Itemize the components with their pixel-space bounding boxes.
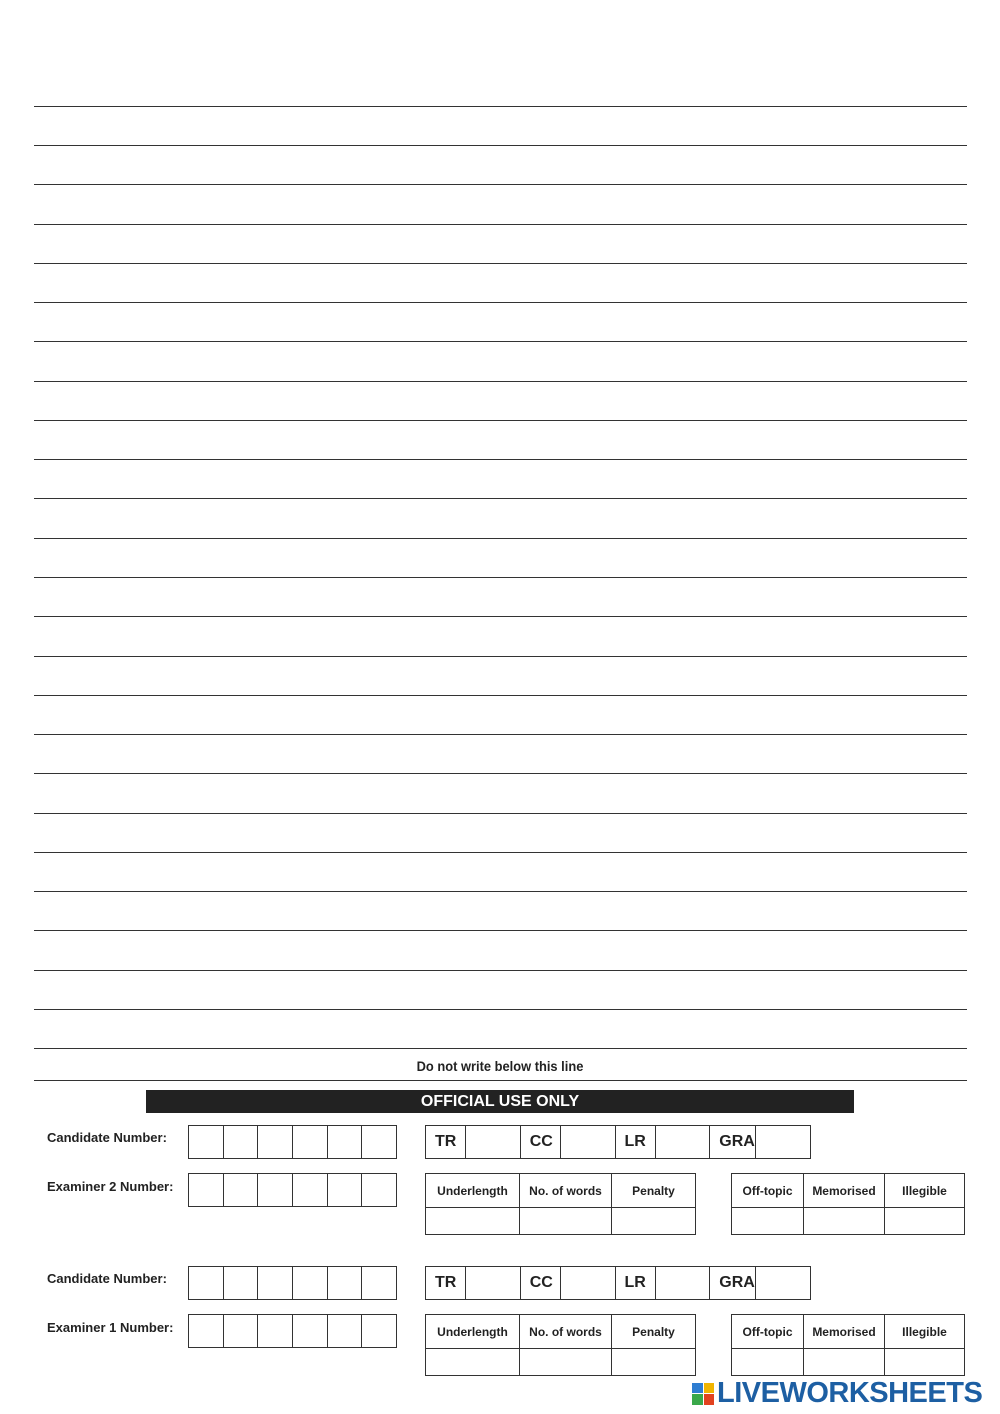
writing-line[interactable] bbox=[34, 1048, 967, 1049]
liveworksheets-logo bbox=[692, 1377, 982, 1410]
digit-box[interactable] bbox=[258, 1126, 293, 1158]
illegible-field[interactable] bbox=[885, 1208, 964, 1234]
digit-box[interactable] bbox=[293, 1174, 328, 1206]
writing-line[interactable] bbox=[34, 773, 967, 774]
score-box[interactable] bbox=[756, 1267, 810, 1299]
writing-line[interactable] bbox=[34, 498, 967, 499]
digit-box[interactable] bbox=[293, 1267, 328, 1299]
writing-line[interactable] bbox=[34, 734, 967, 735]
writing-line[interactable] bbox=[34, 891, 967, 892]
memorised-header: Memorised bbox=[804, 1174, 885, 1208]
word-count-field[interactable] bbox=[520, 1349, 612, 1375]
do-not-write-notice: Do not write below this line bbox=[416, 1058, 584, 1074]
flags-table bbox=[731, 1314, 965, 1376]
cutoff-line bbox=[34, 1080, 967, 1081]
off-topic-header: Off-topic bbox=[732, 1315, 804, 1349]
word-count-field[interactable] bbox=[520, 1208, 612, 1234]
illegible-field[interactable] bbox=[885, 1349, 964, 1375]
writing-line[interactable] bbox=[34, 695, 967, 696]
score-boxes bbox=[425, 1266, 811, 1300]
digit-box[interactable] bbox=[328, 1174, 363, 1206]
digit-box[interactable] bbox=[362, 1126, 396, 1158]
writing-line[interactable] bbox=[34, 184, 967, 185]
illegible-header: Illegible bbox=[885, 1174, 964, 1208]
penalty-header: Penalty bbox=[612, 1174, 695, 1208]
underlength-field[interactable] bbox=[426, 1349, 520, 1375]
score-code: LR bbox=[616, 1267, 656, 1299]
writing-line[interactable] bbox=[34, 420, 967, 421]
memorised-field[interactable] bbox=[804, 1349, 885, 1375]
liveworksheets-wordmark: LIVEWORKSHEETS bbox=[717, 1377, 983, 1409]
score-box[interactable] bbox=[756, 1126, 810, 1158]
penalty-table bbox=[425, 1314, 696, 1376]
penalty-field[interactable] bbox=[612, 1349, 695, 1375]
memorised-field[interactable] bbox=[804, 1208, 885, 1234]
writing-line[interactable] bbox=[34, 459, 967, 460]
word-count-header: No. of words bbox=[520, 1315, 612, 1349]
examiner-number-boxes bbox=[188, 1173, 397, 1207]
digit-box[interactable] bbox=[328, 1126, 363, 1158]
writing-line[interactable] bbox=[34, 1009, 967, 1010]
examiner-number-boxes bbox=[188, 1314, 397, 1348]
writing-line[interactable] bbox=[34, 813, 967, 814]
underlength-field[interactable] bbox=[426, 1208, 520, 1234]
off-topic-field[interactable] bbox=[732, 1208, 804, 1234]
digit-box[interactable] bbox=[258, 1267, 293, 1299]
score-box[interactable] bbox=[561, 1267, 616, 1299]
digit-box[interactable] bbox=[293, 1315, 328, 1347]
score-box[interactable] bbox=[466, 1267, 521, 1299]
digit-box[interactable] bbox=[189, 1315, 224, 1347]
score-code: LR bbox=[616, 1126, 656, 1158]
score-code: CC bbox=[521, 1267, 561, 1299]
score-box[interactable] bbox=[656, 1267, 711, 1299]
score-code: TR bbox=[426, 1126, 466, 1158]
off-topic-field[interactable] bbox=[732, 1349, 804, 1375]
writing-line[interactable] bbox=[34, 930, 967, 931]
digit-box[interactable] bbox=[293, 1126, 328, 1158]
examiner-number-label: Examiner 1 Number: bbox=[47, 1320, 174, 1335]
digit-box[interactable] bbox=[258, 1315, 293, 1347]
writing-line[interactable] bbox=[34, 538, 967, 539]
writing-line[interactable] bbox=[34, 577, 967, 578]
writing-line[interactable] bbox=[34, 970, 967, 971]
digit-box[interactable] bbox=[328, 1267, 363, 1299]
score-box[interactable] bbox=[656, 1126, 711, 1158]
writing-line[interactable] bbox=[34, 224, 967, 225]
writing-line[interactable] bbox=[34, 656, 967, 657]
off-topic-header: Off-topic bbox=[732, 1174, 804, 1208]
liveworksheets-logo-icon bbox=[692, 1383, 714, 1405]
score-boxes bbox=[425, 1125, 811, 1159]
underlength-header: Underlength bbox=[426, 1315, 520, 1349]
digit-box[interactable] bbox=[224, 1267, 259, 1299]
digit-box[interactable] bbox=[258, 1174, 293, 1206]
digit-box[interactable] bbox=[224, 1315, 259, 1347]
candidate-number-label: Candidate Number: bbox=[47, 1271, 167, 1286]
digit-box[interactable] bbox=[224, 1126, 259, 1158]
word-count-header: No. of words bbox=[520, 1174, 612, 1208]
writing-line[interactable] bbox=[34, 145, 967, 146]
digit-box[interactable] bbox=[362, 1267, 396, 1299]
writing-line[interactable] bbox=[34, 852, 967, 853]
candidate-number-boxes bbox=[188, 1266, 397, 1300]
penalty-field[interactable] bbox=[612, 1208, 695, 1234]
digit-box[interactable] bbox=[362, 1174, 396, 1206]
score-code: TR bbox=[426, 1267, 466, 1299]
candidate-number-label: Candidate Number: bbox=[47, 1130, 167, 1145]
score-box[interactable] bbox=[466, 1126, 521, 1158]
memorised-header: Memorised bbox=[804, 1315, 885, 1349]
candidate-number-boxes bbox=[188, 1125, 397, 1159]
writing-line[interactable] bbox=[34, 263, 967, 264]
digit-box[interactable] bbox=[189, 1267, 224, 1299]
writing-line[interactable] bbox=[34, 302, 967, 303]
score-box[interactable] bbox=[561, 1126, 616, 1158]
score-code: CC bbox=[521, 1126, 561, 1158]
illegible-header: Illegible bbox=[885, 1315, 964, 1349]
writing-line[interactable] bbox=[34, 106, 967, 107]
digit-box[interactable] bbox=[362, 1315, 396, 1347]
writing-line[interactable] bbox=[34, 381, 967, 382]
writing-line[interactable] bbox=[34, 341, 967, 342]
examiner-number-label: Examiner 2 Number: bbox=[47, 1179, 174, 1194]
underlength-header: Underlength bbox=[426, 1174, 520, 1208]
penalty-header: Penalty bbox=[612, 1315, 695, 1349]
official-use-banner: OFFICIAL USE ONLY bbox=[146, 1090, 854, 1113]
flags-table bbox=[731, 1173, 965, 1235]
score-code: GRA bbox=[710, 1126, 756, 1158]
digit-box[interactable] bbox=[189, 1174, 224, 1206]
digit-box[interactable] bbox=[328, 1315, 363, 1347]
digit-box[interactable] bbox=[189, 1126, 224, 1158]
penalty-table bbox=[425, 1173, 696, 1235]
digit-box[interactable] bbox=[224, 1174, 259, 1206]
writing-line[interactable] bbox=[34, 616, 967, 617]
score-code: GRA bbox=[710, 1267, 756, 1299]
